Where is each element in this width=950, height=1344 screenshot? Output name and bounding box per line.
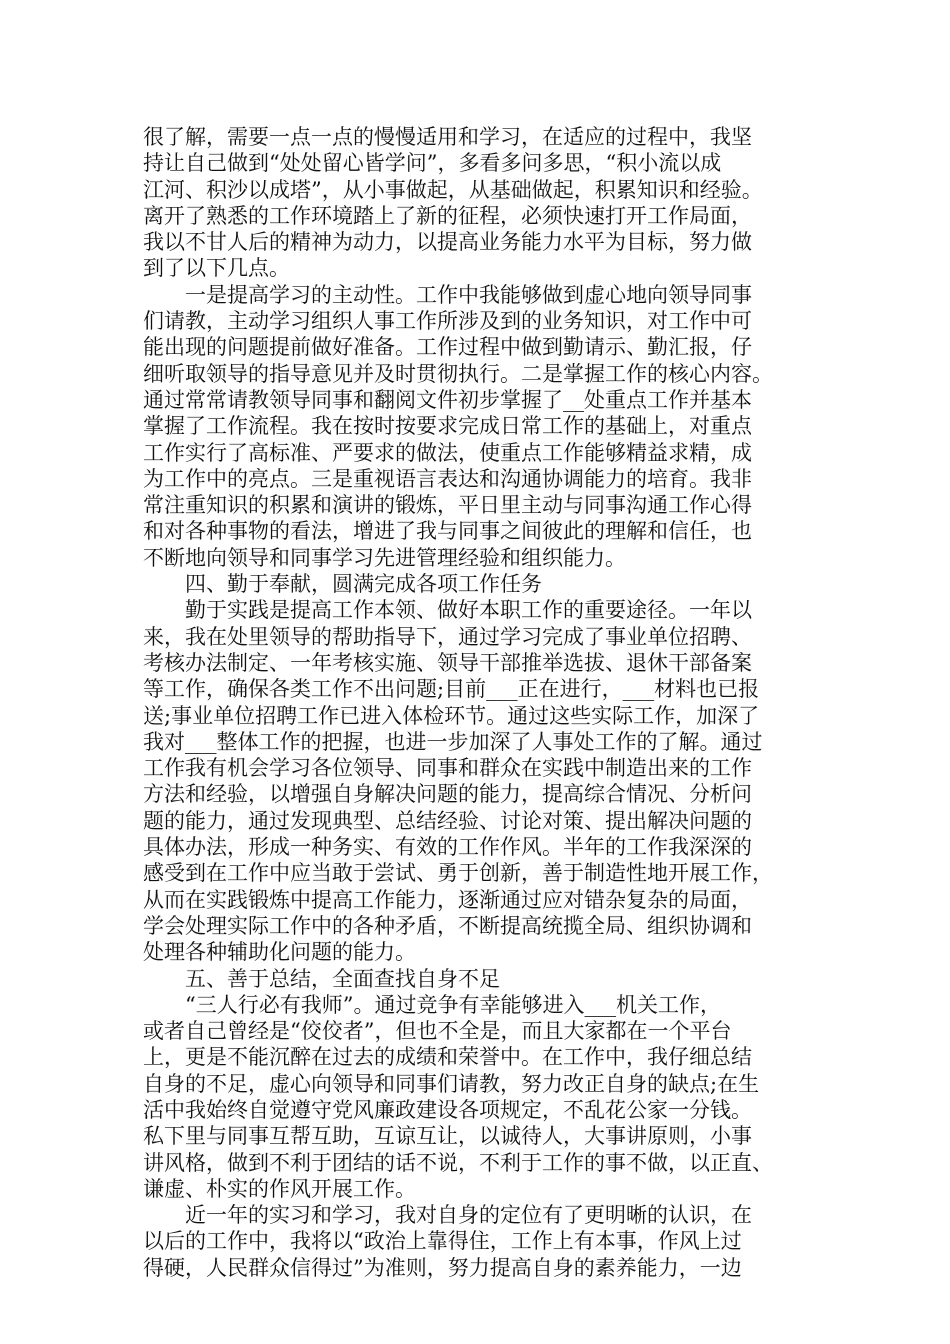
text-line: 能出现的问题提前做好准备。工作过程中做到勤请示、勤汇报，仔 — [143, 335, 752, 360]
text-line: 等工作，确保各类工作不出问题;目前___正在进行，___材料也已报 — [143, 677, 760, 702]
text-line: 或者自己曾经是“佼佼者”，但也不全是，而且大家都在一个平台 — [143, 1019, 732, 1044]
text-line: 一是提高学习的主动性。工作中我能够做到虚心地向领导同事 — [143, 282, 752, 307]
text-line: 常注重知识的积累和演讲的锻炼，平日里主动与同事沟通工作心得 — [143, 493, 752, 518]
text-line: 活中我始终自觉遵守党风廉政建设各项规定，不乱花公家一分钱。 — [143, 1097, 752, 1122]
text-line: 离开了熟悉的工作环境踏上了新的征程，必须快速打开工作局面， — [143, 203, 752, 228]
text-line: 细听取领导的指导意见并及时贯彻执行。二是掌握工作的核心内容。 — [143, 361, 773, 386]
text-line: 很了解，需要一点一点的慢慢适用和学习，在适应的过程中，我坚 — [143, 125, 752, 149]
text-line: 近一年的实习和学习，我对自身的定位有了更明晰的认识，在 — [143, 1203, 752, 1228]
text-line: 掌握了工作流程。我在按时按要求完成日常工作的基础上，对重点 — [143, 414, 752, 439]
text-line: 不断地向领导和同事学习先进管理经验和组织能力。 — [143, 545, 626, 570]
text-line: 我以不甘人后的精神为动力，以提高业务能力水平为目标，努力做 — [143, 230, 752, 255]
text-line: 勤于实践是提高工作本领、做好本职工作的重要途径。一年以 — [143, 598, 752, 623]
body-text — [143, 124, 833, 1281]
text-line: 为工作中的亮点。三是重视语言表达和沟通协调能力的培育。我非 — [143, 466, 752, 491]
text-line: 题的能力，通过发现典型、总结经验、讨论对策、提出解决问题的 — [143, 808, 752, 833]
text-line: 感受到在工作中应当敢于尝试、勇于创新，善于制造性地开展工作， — [143, 861, 773, 886]
text-line: 私下里与同事互帮互助，互谅互让，以诚待人，大事讲原则，小事 — [143, 1124, 752, 1149]
text-line: 从而在实践锻炼中提高工作能力，逐渐通过应对错杂复杂的局面， — [143, 887, 752, 912]
text-line: 以后的工作中，我将以“政治上靠得住，工作上有本事，作风上过 — [143, 1229, 742, 1254]
text-line: 方法和经验，以增强自身解决问题的能力，提高综合情况、分析问 — [143, 782, 752, 807]
text-line: 处理各种辅助化问题的能力。 — [143, 940, 416, 965]
text-line: 工作我有机会学习各位领导、同事和群众在实践中制造出来的工作 — [143, 756, 752, 781]
text-line: 持让自己做到“处处留心皆学问”，多看多问多思，“积小流以成 — [143, 151, 722, 176]
text-line: “三人行必有我师”。通过竞争有幸能够进入___机关工作， — [143, 992, 721, 1017]
text-line: 考核办法制定、一年考核实施、领导干部推举选拔、退休干部备案 — [143, 650, 752, 675]
text-line: 学会处理实际工作中的各种矛盾，不断提高统揽全局、组织协调和 — [143, 913, 752, 938]
text-line: 到了以下几点。 — [143, 256, 290, 281]
text-line: 工作实行了高标准、严要求的做法，使重点工作能够精益求精，成 — [143, 440, 752, 465]
text-line: 们请教，主动学习组织人事工作所涉及到的业务知识，对工作中可 — [143, 309, 752, 334]
text-line: 具体办法，形成一种务实、有效的工作作风。半年的工作我深深的 — [143, 835, 752, 860]
text-line: 我对___整体工作的把握，也进一步加深了人事处工作的了解。通过 — [143, 729, 763, 754]
text-line: 送;事业单位招聘工作已进入体检环节。通过这些实际工作，加深了 — [143, 703, 760, 728]
section-heading: 四、勤于奉献，圆满完成各项工作任务 — [143, 572, 542, 597]
text-line: 讲风格，做到不利于团结的话不说，不利于工作的事不做，以正直、 — [143, 1150, 773, 1175]
text-line: 谦虚、朴实的作风开展工作。 — [143, 1176, 416, 1201]
text-line: 来，我在处里领导的帮助指导下，通过学习完成了事业单位招聘、 — [143, 624, 752, 649]
text-line: 得硬，人民群众信得过”为准则，努力提高自身的素养能力，一边 — [143, 1255, 742, 1280]
text-line: 自身的不足，虚心向领导和同事们请教，努力改正自身的缺点;在生 — [143, 1071, 760, 1096]
text-line: 上，更是不能沉醉在过去的成绩和荣誉中。在工作中，我仔细总结 — [143, 1045, 752, 1070]
text-line: 通过常常请教领导同事和翻阅文件初步掌握了__处重点工作并基本 — [143, 387, 752, 412]
section-heading: 五、善于总结，全面查找自身不足 — [143, 966, 500, 991]
text-line: 江河、积沙以成塔”，从小事做起，从基础做起，积累知识和经验。 — [143, 177, 763, 202]
text-line: 和对各种事物的看法，增进了我与同事之间彼此的理解和信任，也 — [143, 519, 752, 544]
